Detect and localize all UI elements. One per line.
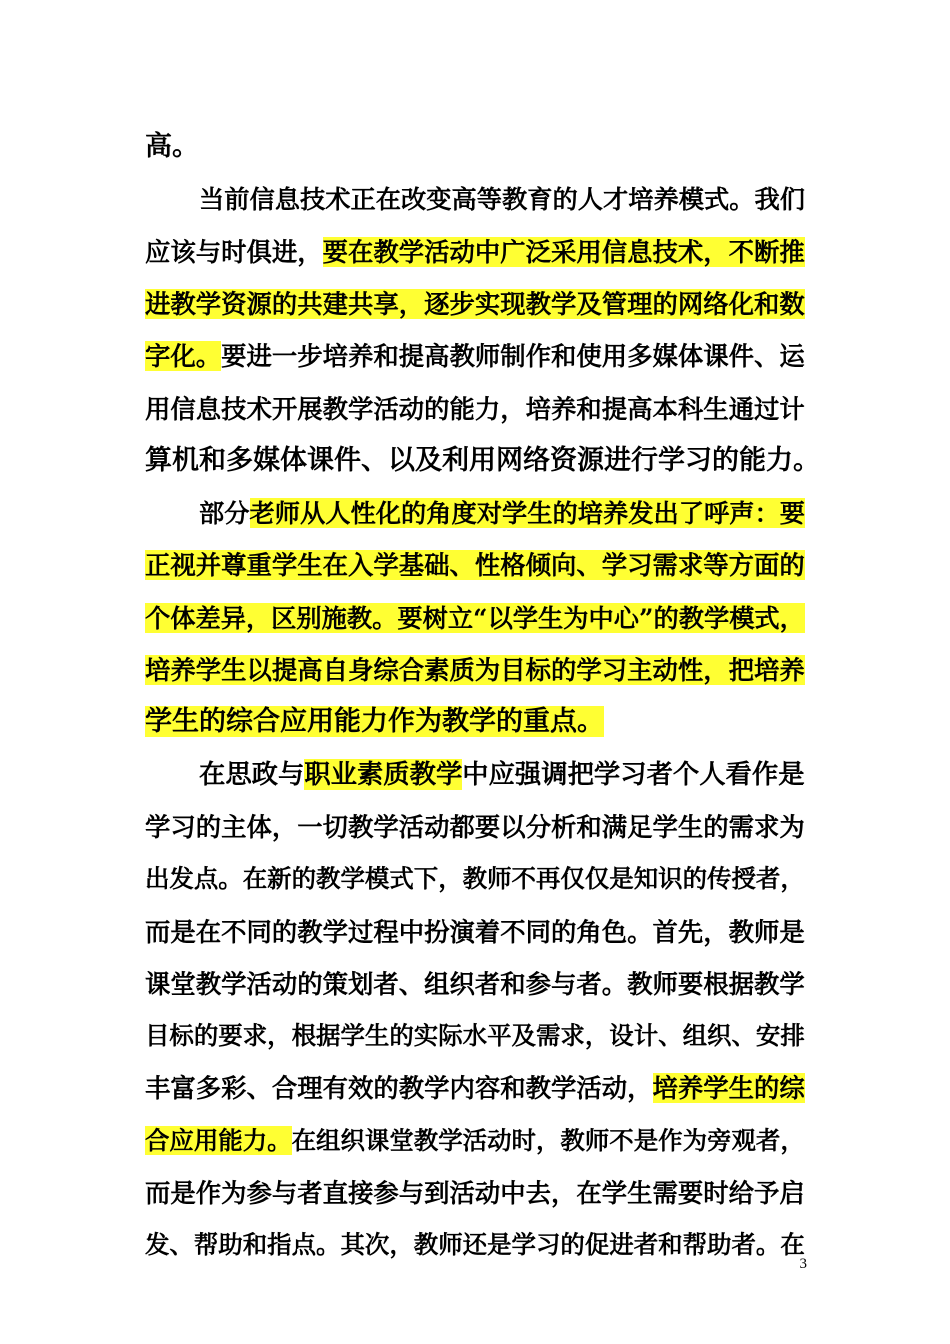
highlighted-text: 老师从人性化的角度对学生的培养发出了呼声：要	[249, 498, 805, 529]
highlighted-text: 字化。	[145, 341, 222, 372]
text-segment: 在思政与	[199, 758, 305, 790]
text-segment: 目标的要求，根据学生的实际水平及需求，设计、组织、安排	[145, 1021, 805, 1051]
highlighted-text: 正视并尊重学生在入学基础、性格倾向、学习需求等方面的	[145, 550, 805, 581]
text-line	[145, 857, 805, 901]
highlighted-text: 个体差异，区别施教。要树立“以学生为中心”的教学模式，	[145, 602, 805, 633]
text-line	[145, 1223, 805, 1267]
text-line	[145, 282, 805, 326]
text-segment: 部分	[199, 498, 250, 529]
text-line	[145, 439, 820, 483]
text-segment: 用信息技术开展教学活动的能力，培养和提高本科生通过计	[145, 393, 805, 424]
text-line	[145, 1171, 805, 1215]
text-segment: 发、帮助和指点。其次，教师还是学习的促进者和帮助者。在	[145, 1230, 805, 1260]
text-line	[145, 700, 604, 744]
highlighted-text: 进教学资源的共建共享，逐步实现教学及管理的网络化和数	[145, 288, 805, 319]
highlighted-text: 要在教学活动中广泛采用信息技术，不断推	[322, 236, 805, 267]
text-line	[199, 177, 805, 221]
text-line	[145, 648, 805, 692]
text-line	[145, 334, 805, 378]
text-line	[145, 1119, 805, 1163]
text-line	[199, 753, 805, 797]
text-segment: 算机和多媒体课件、以及利用网络资源进行学习的能力。	[145, 444, 820, 476]
text-segment: 高。	[145, 131, 199, 162]
text-segment: 学习的主体，一切教学活动都要以分析和满足学生的需求为	[145, 811, 805, 842]
text-line	[145, 230, 805, 274]
text-line	[145, 125, 199, 169]
text-segment: 当前信息技术正在改变高等教育的人才培养模式。我们	[199, 184, 805, 215]
text-line	[145, 962, 805, 1006]
highlighted-text: 学生的综合应用能力作为教学的重点。	[145, 706, 604, 738]
text-segment: 而是在不同的教学过程中扮演着不同的角色。首先，教师是	[145, 916, 805, 947]
highlighted-text: 职业素质教学	[304, 758, 463, 790]
text-segment: 出发点。在新的教学模式下，教师不再仅仅是知识的传授者，	[145, 864, 805, 894]
text-line	[199, 491, 805, 535]
highlighted-text: 培养学生的综	[652, 1073, 805, 1104]
text-segment: 而是作为参与者直接参与到活动中去，在学生需要时给予启	[145, 1178, 805, 1208]
text-line	[145, 543, 805, 587]
highlighted-text: 培养学生以提高自身综合素质为目标的学习主动性，把培养	[145, 655, 805, 685]
text-line	[145, 596, 805, 640]
text-segment: 丰富多彩、合理有效的教学内容和教学活动，	[145, 1073, 653, 1104]
highlighted-text: 合应用能力。	[145, 1125, 292, 1155]
text-segment: 在组织课堂教学活动时，教师不是作为旁观者，	[291, 1125, 805, 1155]
text-line	[145, 1014, 805, 1058]
text-line	[145, 910, 805, 954]
page-number: 3	[799, 1256, 807, 1272]
text-segment: 课堂教学活动的策划者、组织者和参与者。教师要根据教学	[145, 968, 805, 999]
text-line	[145, 1066, 805, 1110]
text-segment: 要进一步培养和提高教师制作和使用多媒体课件、运	[221, 341, 805, 372]
text-segment: 应该与时俱进，	[145, 236, 323, 267]
text-line	[145, 387, 805, 431]
text-segment: 中应强调把学习者个人看作是	[462, 758, 805, 790]
text-line	[145, 805, 805, 849]
